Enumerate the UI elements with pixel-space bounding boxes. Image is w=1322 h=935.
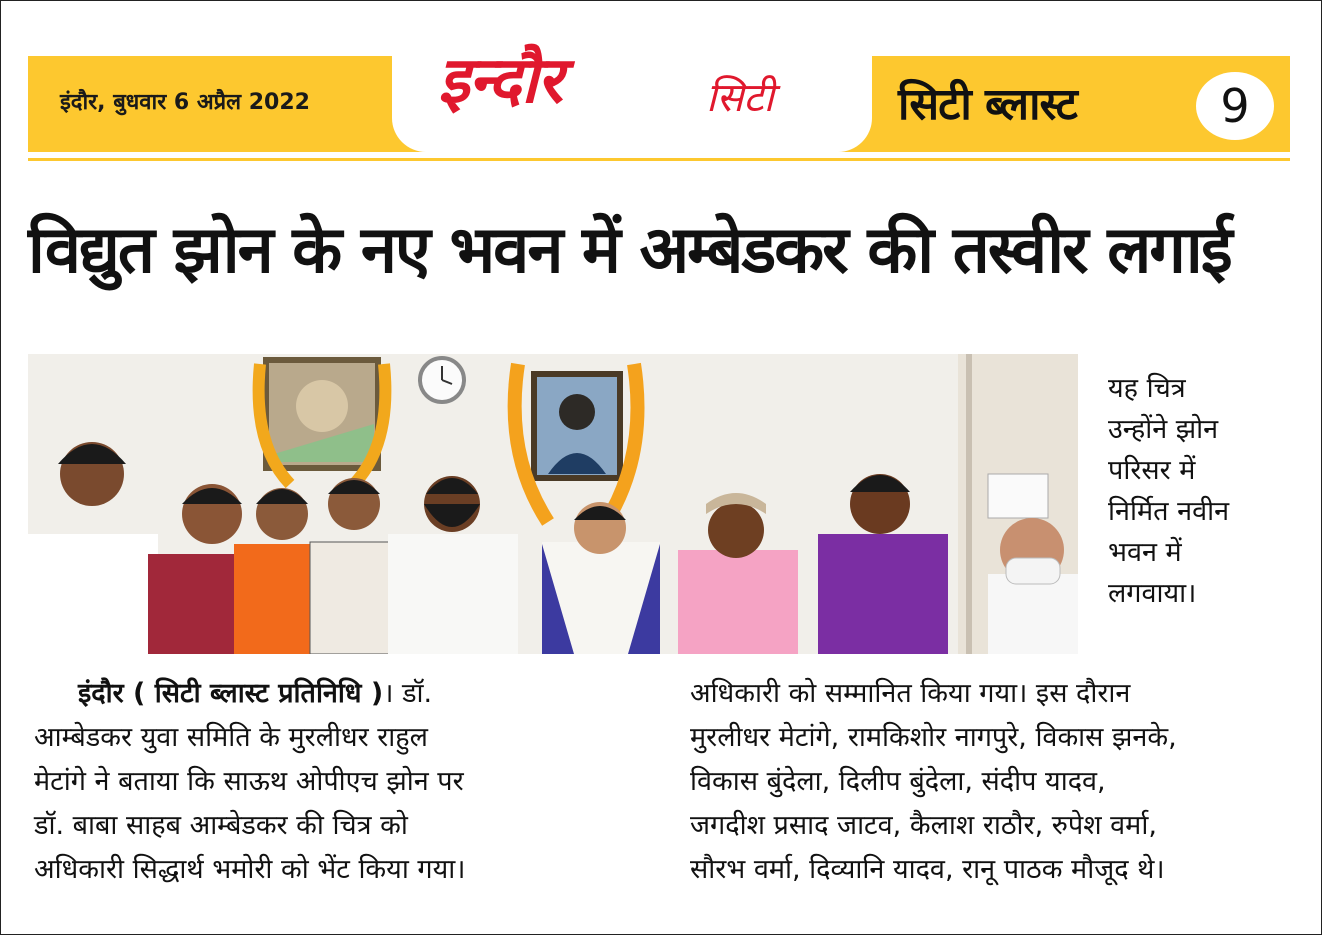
body-line: मेटांगे ने बताया कि साऊथ ओपीएच झोन पर xyxy=(34,766,464,797)
caption-line: परिसर में xyxy=(1108,455,1196,486)
body-line: जगदीश प्रसाद जाटव, कैलाश राठौर, रुपेश वर्मा, xyxy=(690,810,1157,841)
body-line: विकास बुंदेला, दिलीप बुंदेला, संदीप यादव, xyxy=(690,766,1106,797)
newspaper-logo-sub: सिटी xyxy=(706,75,774,121)
page-number: 9 xyxy=(1196,72,1274,140)
body-line: अधिकारी सिद्धार्थ भमोरी को भेंट किया गया। xyxy=(34,854,466,885)
article-dateline: इंदौर ( सिटी ब्लास्ट प्रतिनिधि ) xyxy=(78,678,384,709)
article-body-left xyxy=(34,672,634,892)
caption-line: निर्मित नवीन xyxy=(1108,496,1230,527)
edition-date: इंदौर, बुधवार 6 अप्रैल 2022 xyxy=(60,90,310,115)
section-name: सिटी ब्लास्ट xyxy=(898,79,1077,130)
caption-line: भवन में xyxy=(1108,537,1182,568)
body-line: मुरलीधर मेटांगे, रामकिशोर नागपुरे, विकास झनके, xyxy=(690,722,1177,753)
photo-caption xyxy=(1108,368,1298,614)
body-text: । डॉ. xyxy=(383,678,433,709)
masthead-rule xyxy=(28,158,1290,161)
body-line: सौरभ वर्मा, दिव्यानि यादव, रानू पाठक मौजूद थे। xyxy=(690,854,1165,885)
group-photo-illustration xyxy=(28,354,1078,654)
article-headline: विद्युत झोन के नए भवन में अम्बेडकर की तस्वीर लगाई xyxy=(28,213,1231,288)
caption-line: लगवाया। xyxy=(1108,578,1197,609)
body-line xyxy=(34,672,634,716)
body-line: अधिकारी को सम्मानित किया गया। इस दौरान xyxy=(690,678,1131,709)
newspaper-logo: इन्दौर xyxy=(438,44,562,118)
article-body-right xyxy=(690,672,1300,892)
caption-line: यह चित्र xyxy=(1108,373,1186,404)
news-photo xyxy=(28,354,1078,654)
body-line: आम्बेडकर युवा समिति के मुरलीधर राहुल xyxy=(34,722,428,753)
body-line: डॉ. बाबा साहब आम्बेडकर की चित्र को xyxy=(34,810,408,841)
caption-line: उन्होंने झोन xyxy=(1108,414,1219,445)
